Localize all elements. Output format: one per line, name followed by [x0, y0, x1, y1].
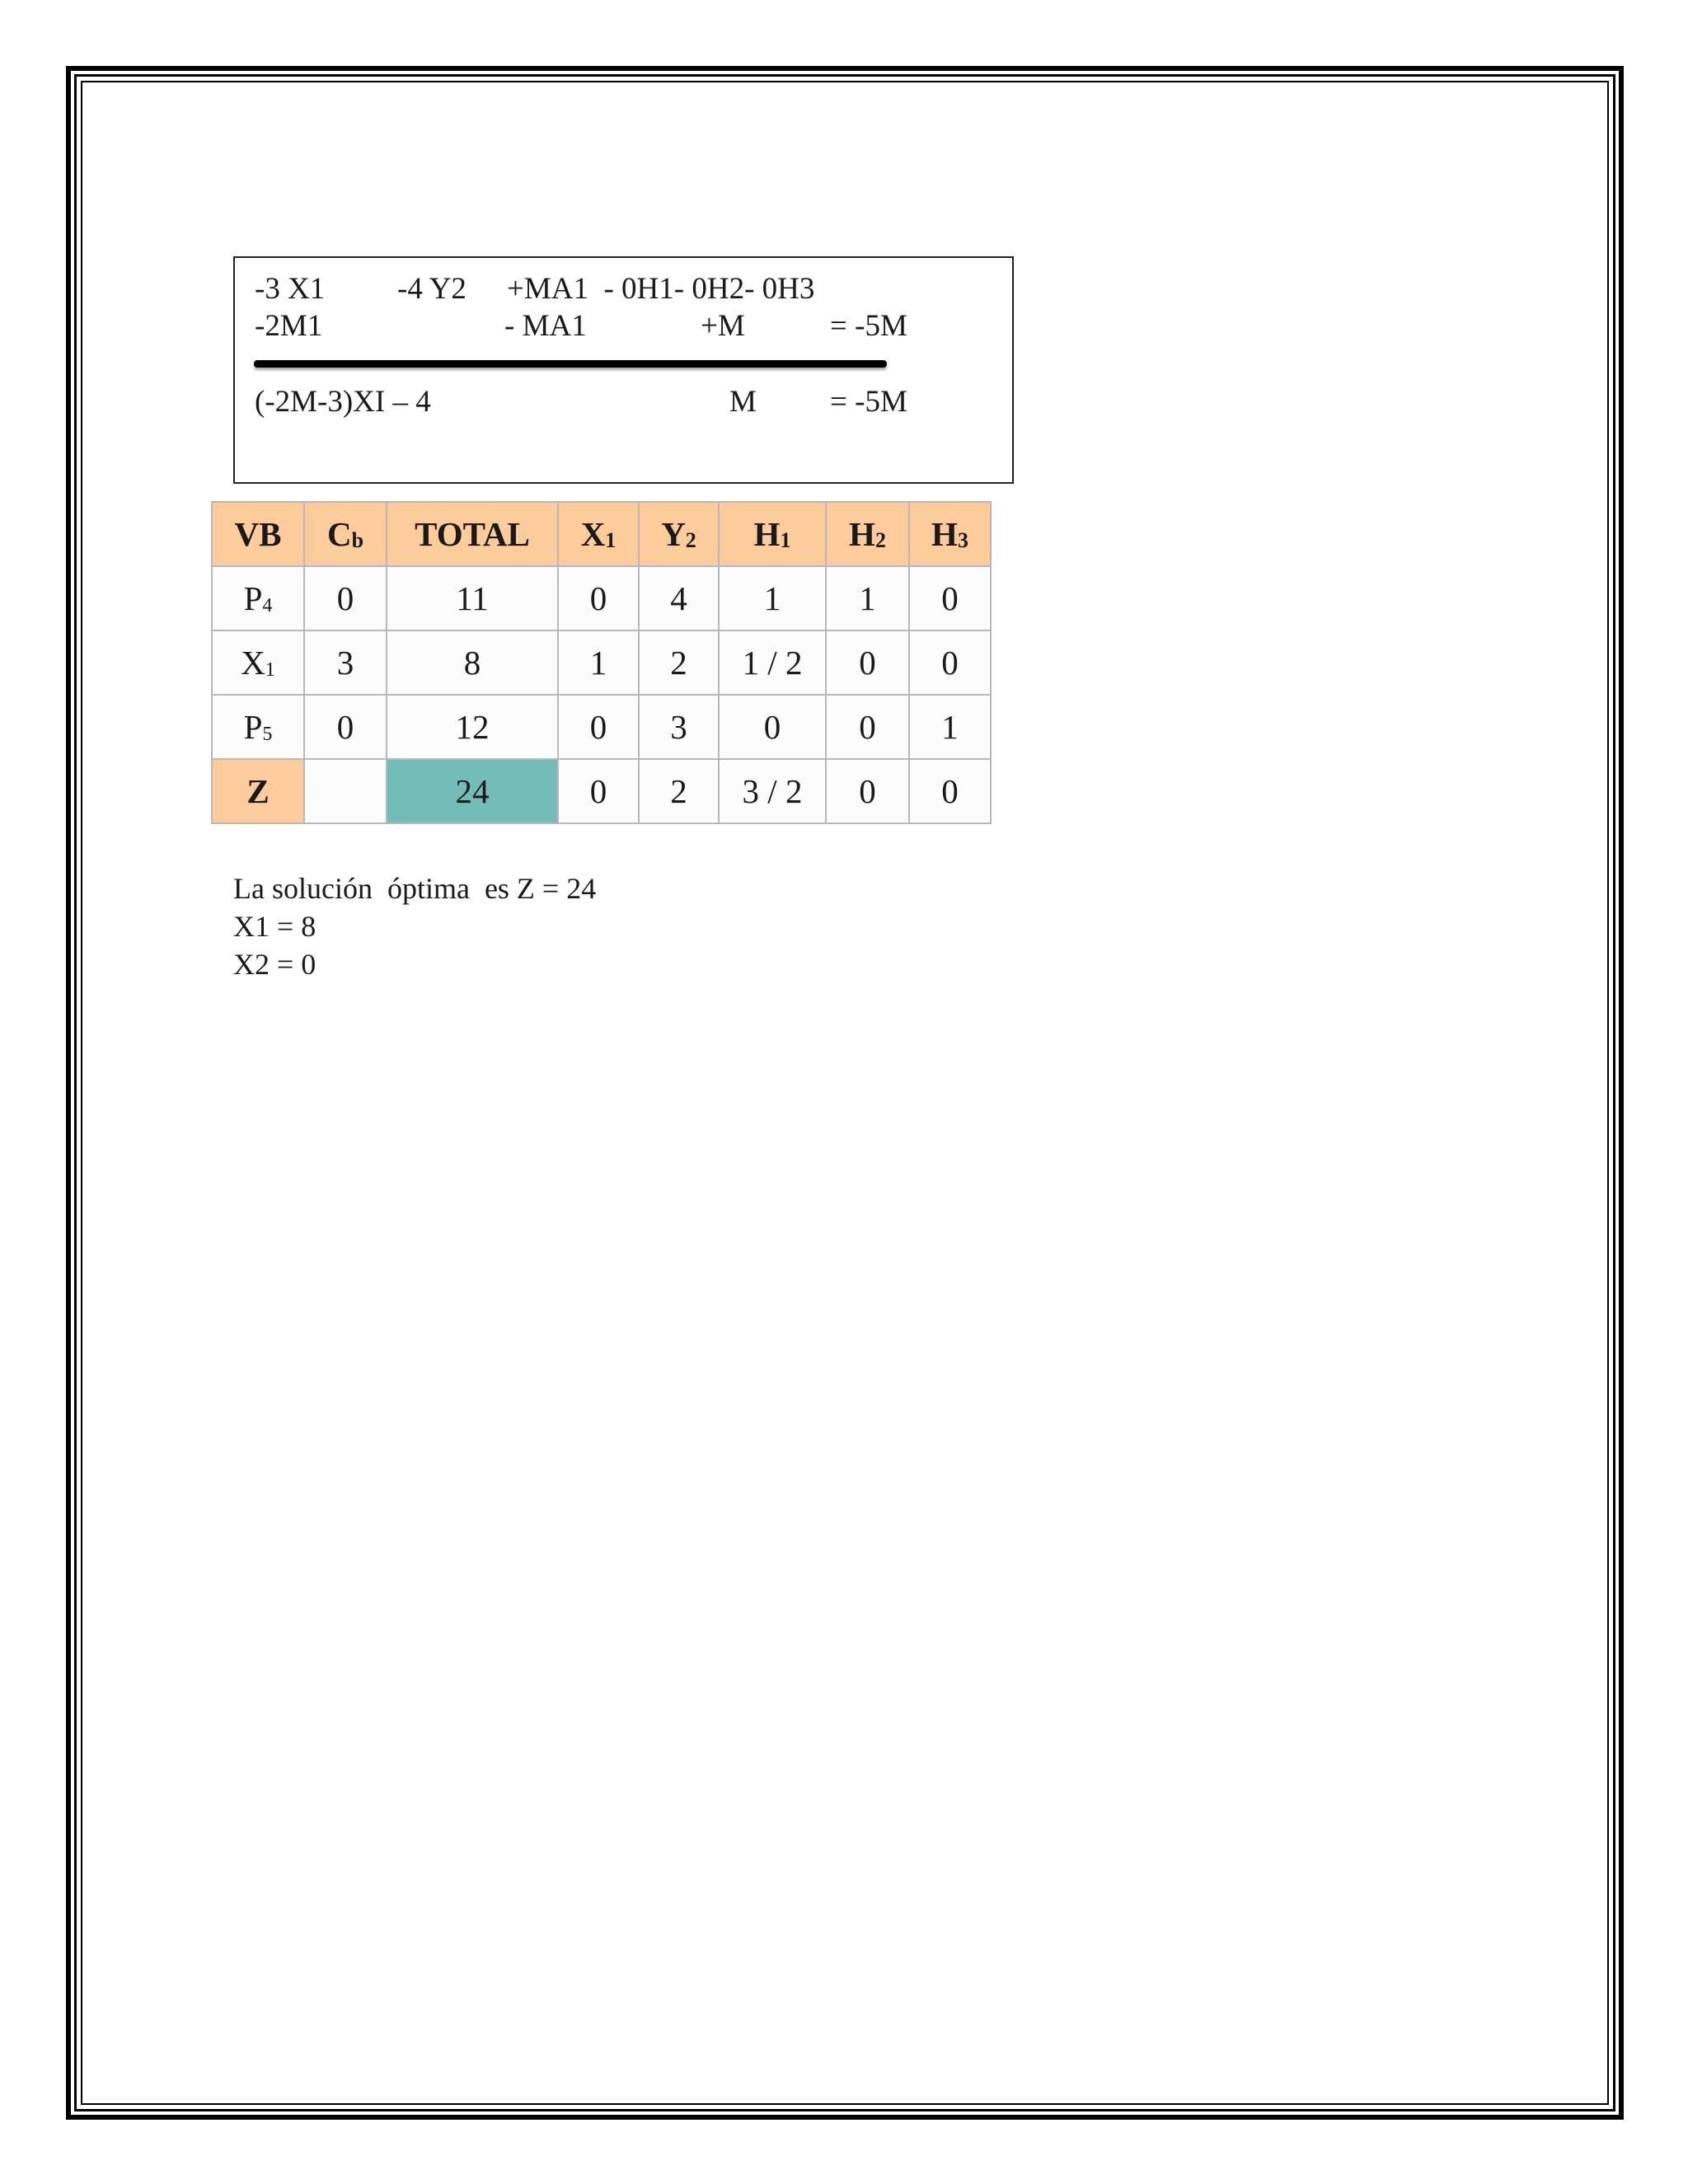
- simplex-tableau: [211, 501, 992, 824]
- y2-cell: 2: [639, 630, 719, 695]
- h3-cell: 0: [909, 566, 991, 630]
- h1-cell: 1: [719, 566, 826, 630]
- eq-line1-rest: +MA1 - 0H1- 0H2- 0H3: [507, 272, 815, 306]
- z-y2-cell: 2: [639, 759, 719, 823]
- header-h1: $H_1$: [719, 502, 826, 566]
- h2-cell: 0: [826, 630, 909, 695]
- header-h3: $H_3$: [909, 502, 991, 566]
- eq-line2-m-term: +M: [701, 309, 745, 343]
- z-total-cell: 24: [387, 759, 558, 823]
- total-cell: 12: [387, 695, 558, 759]
- z-h2-cell: 0: [826, 759, 909, 823]
- y2-cell: 4: [639, 566, 719, 630]
- eq-line1-y2-term: -4 Y2: [397, 272, 467, 306]
- z-x1-cell: 0: [558, 759, 639, 823]
- x1-cell: 0: [558, 566, 639, 630]
- x1-cell: 1: [558, 630, 639, 695]
- z-cb-cell: [304, 759, 387, 823]
- x1-value-line: X1 = 8: [233, 910, 316, 943]
- eq-line1-x1-term: -3 X1: [255, 272, 326, 306]
- optimal-solution-line: La solución óptima es Z = 24: [233, 872, 597, 905]
- tableau-header-row: [212, 502, 991, 566]
- x2-value-line: X2 = 0: [233, 948, 316, 981]
- x1-cell: 0: [558, 695, 639, 759]
- h3-cell: 1: [909, 695, 991, 759]
- cb-cell: 0: [304, 566, 387, 630]
- h3-cell: 0: [909, 630, 991, 695]
- eq-line2-ma1-term: - MA1: [504, 309, 587, 343]
- h2-cell: 1: [826, 566, 909, 630]
- cb-cell: 0: [304, 695, 387, 759]
- total-cell: 11: [387, 566, 558, 630]
- eq-line2-rhs: = -5M: [830, 309, 907, 343]
- vb-cell: $P_5$: [212, 695, 304, 759]
- z-h3-cell: 0: [909, 759, 991, 823]
- h1-cell: 0: [719, 695, 826, 759]
- sum-rule-line: [254, 360, 887, 368]
- cb-cell: 3: [304, 630, 387, 695]
- h1-cell: 1 / 2: [719, 630, 826, 695]
- z-label-cell: Z: [212, 759, 304, 823]
- solution-text: [233, 869, 596, 983]
- eq-result-lhs: (-2M-3)XI – 4: [255, 385, 431, 419]
- header-cb: $C_b$: [304, 502, 387, 566]
- z-row: [212, 759, 991, 823]
- eq-line2-m1-term: -2M1: [255, 309, 323, 343]
- header-x1: $X_1$: [558, 502, 639, 566]
- total-cell: 8: [387, 630, 558, 695]
- table-row: [212, 695, 991, 759]
- header-y2: $Y_2$: [639, 502, 719, 566]
- header-h2: $H_2$: [826, 502, 909, 566]
- table-row: [212, 630, 991, 695]
- header-vb: VB: [212, 502, 304, 566]
- table-row: [212, 566, 991, 630]
- vb-cell: $P_4$: [212, 566, 304, 630]
- z-h1-cell: 3 / 2: [719, 759, 826, 823]
- vb-cell: $X_1$: [212, 630, 304, 695]
- equation-box: [233, 256, 1014, 484]
- header-total: TOTAL: [387, 502, 558, 566]
- y2-cell: 3: [639, 695, 719, 759]
- h2-cell: 0: [826, 695, 909, 759]
- eq-result-m-term: M: [729, 385, 757, 419]
- eq-result-rhs: = -5M: [830, 385, 907, 419]
